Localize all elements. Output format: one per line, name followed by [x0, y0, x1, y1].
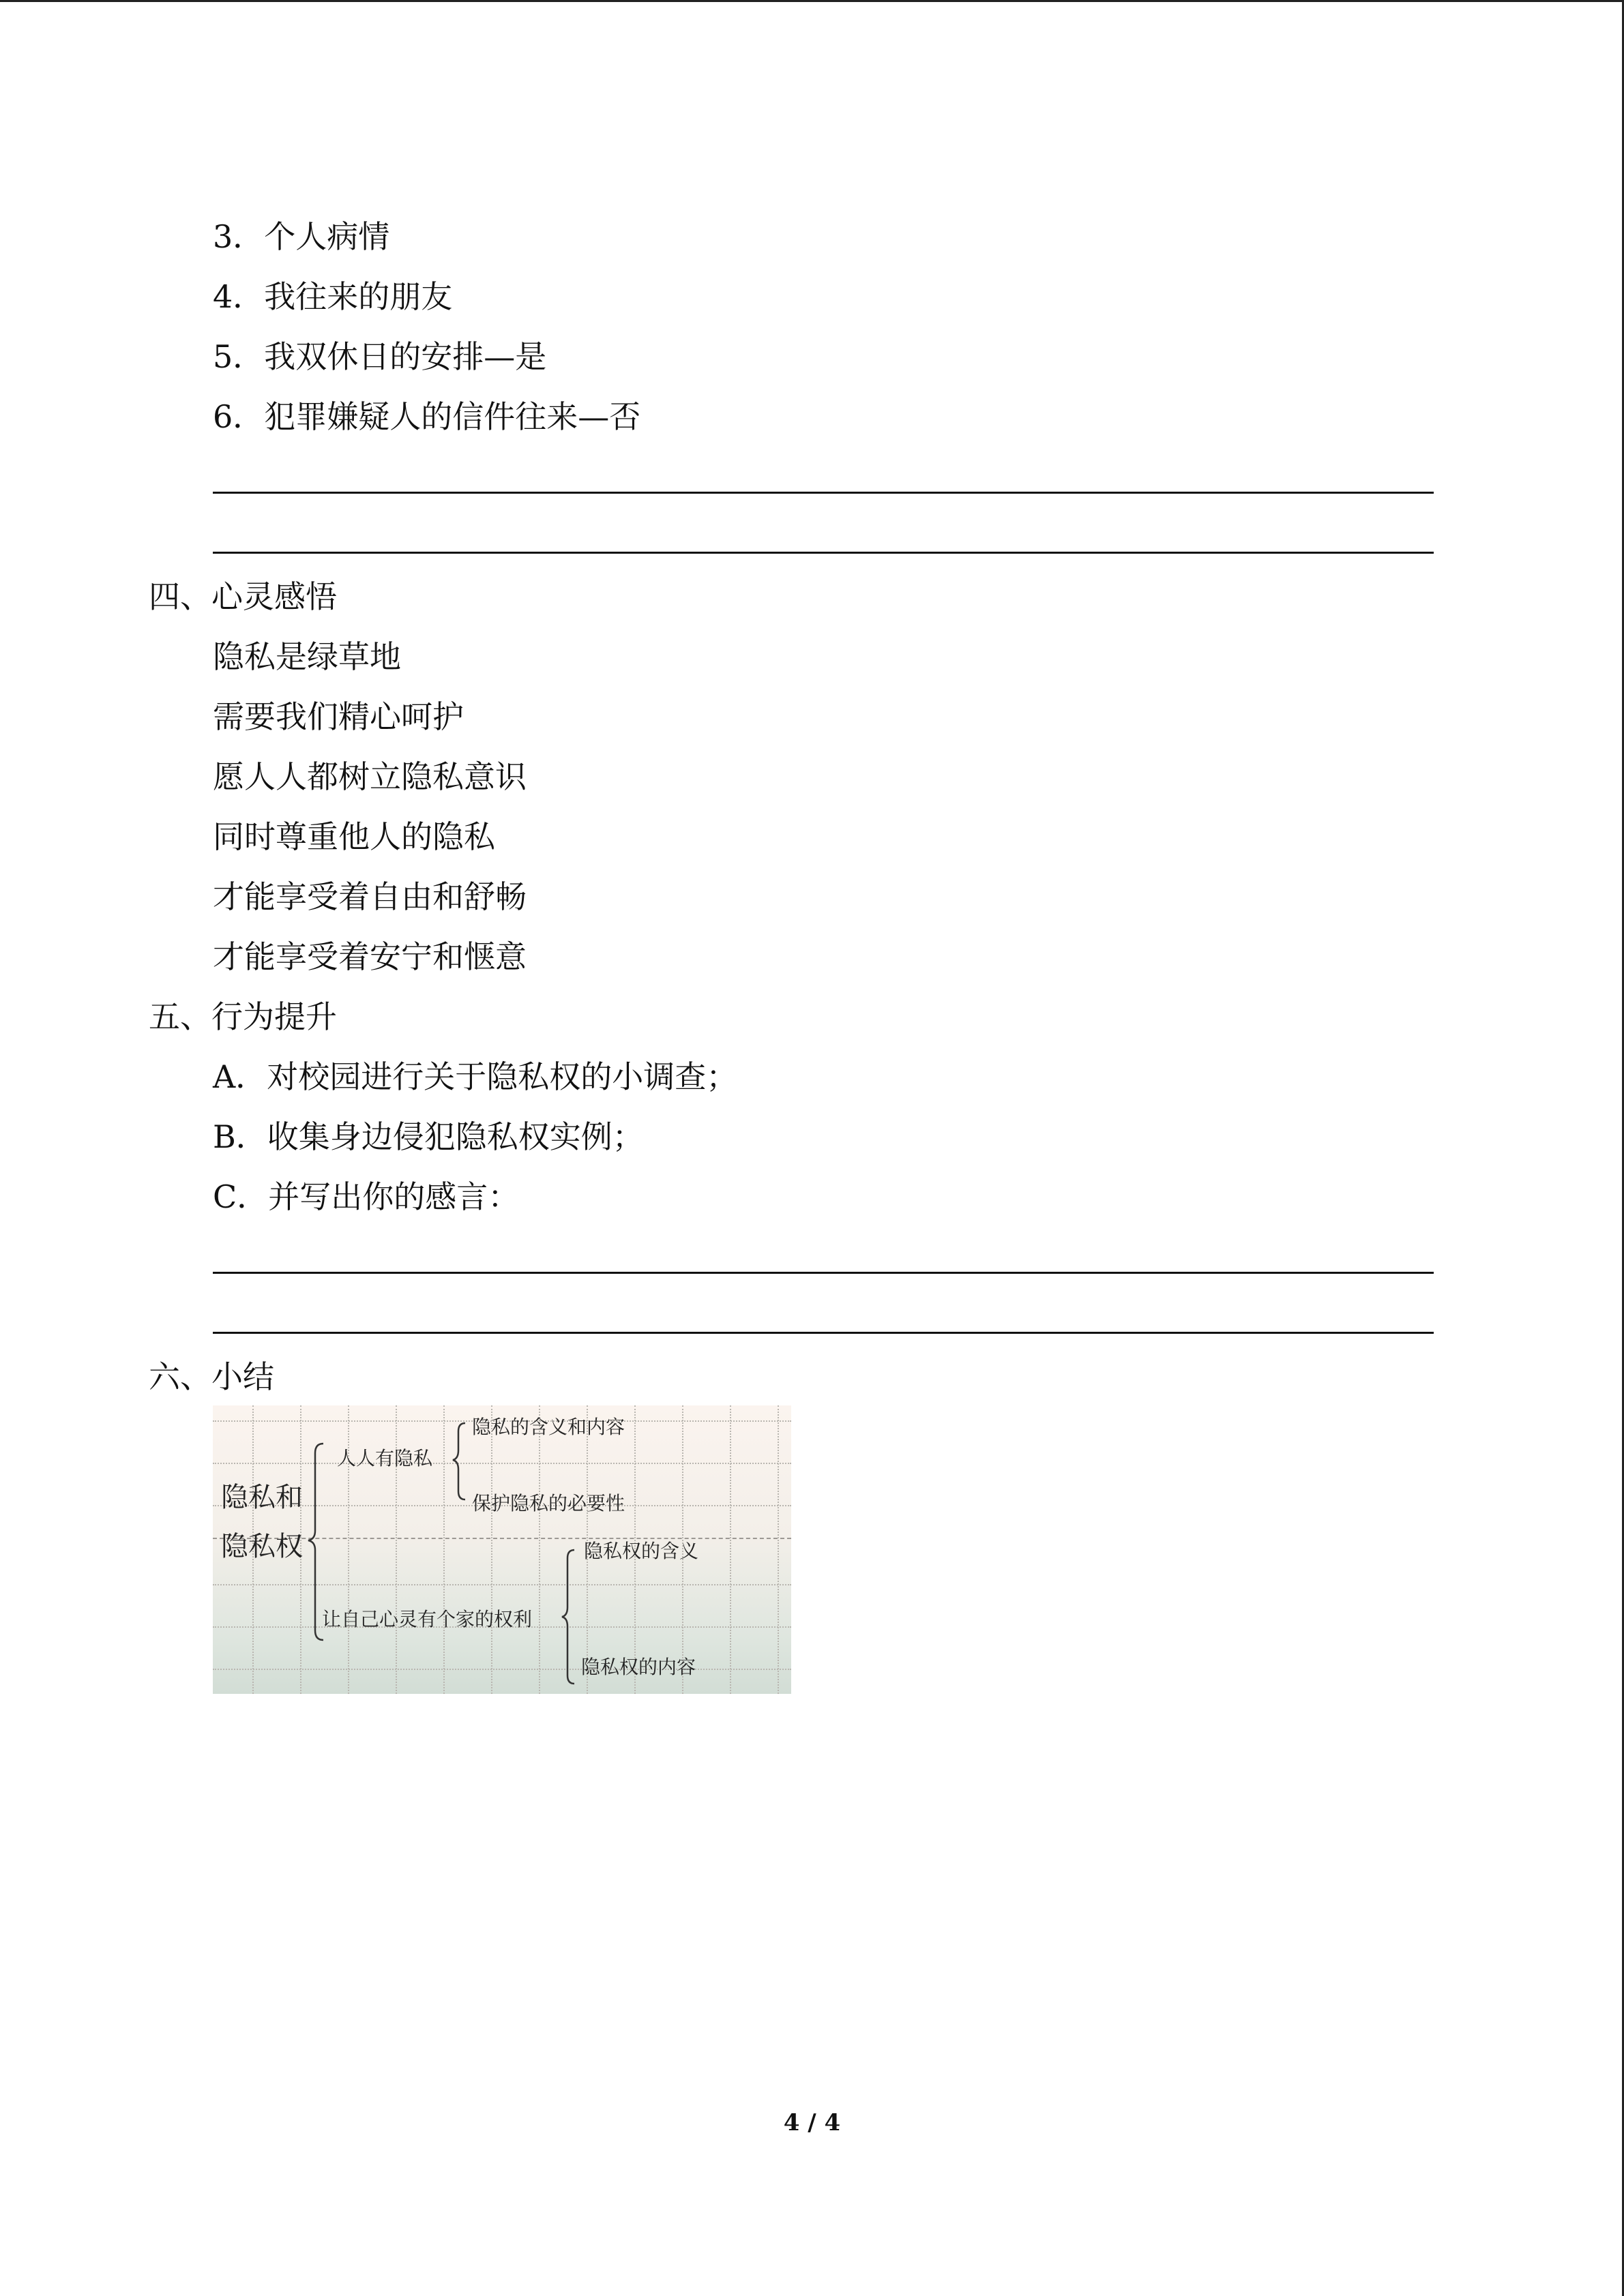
- poem-line: 才能享受着安宁和惬意: [213, 938, 527, 975]
- poem-line: 需要我们精心呵护: [213, 698, 464, 735]
- section-heading: 六、小结: [149, 1358, 274, 1395]
- answer-line: [213, 492, 1434, 494]
- answer-line: [213, 552, 1434, 554]
- poem-line: 同时尊重他人的隐私: [213, 818, 495, 855]
- diagram-leaf: 隐私权的内容: [581, 1656, 696, 1678]
- diagram-branch-2: 让自己心灵有个家的权利: [322, 1608, 533, 1630]
- answer-line: [213, 1272, 1434, 1274]
- list-item: 4．我往来的朋友: [213, 278, 453, 315]
- poem-line: 才能享受着自由和舒畅: [213, 878, 527, 915]
- diagram-leaf: 隐私的含义和内容: [472, 1416, 625, 1438]
- list-item: 6．犯罪嫌疑人的信件往来—否: [213, 398, 641, 435]
- diagram-leaf: 保护隐私的必要性: [472, 1492, 625, 1515]
- diagram-root-line2: 隐私权: [221, 1531, 303, 1562]
- page-number: 4 / 4: [783, 2109, 841, 2136]
- section-heading: 五、行为提升: [149, 998, 337, 1035]
- diagram-root-line1: 隐私和: [221, 1482, 303, 1513]
- task-item: B．收集身边侵犯隐私权实例；: [213, 1118, 644, 1155]
- summary-diagram: [213, 1405, 791, 1694]
- diagram-branch-1: 人人有隐私: [337, 1447, 433, 1470]
- task-item: A．对校园进行关于隐私权的小调查；: [213, 1058, 738, 1095]
- diagram-leaf: 隐私权的含义: [584, 1540, 699, 1562]
- answer-line: [213, 1332, 1434, 1334]
- poem-line: 愿人人都树立隐私意识: [213, 758, 527, 795]
- task-item: C．并写出你的感言：: [213, 1178, 520, 1215]
- list-item: 3．个人病情: [213, 218, 390, 255]
- section-heading: 四、心灵感悟: [149, 578, 337, 615]
- list-item: 5．我双休日的安排—是: [213, 338, 547, 375]
- poem-line: 隐私是绿草地: [213, 638, 401, 675]
